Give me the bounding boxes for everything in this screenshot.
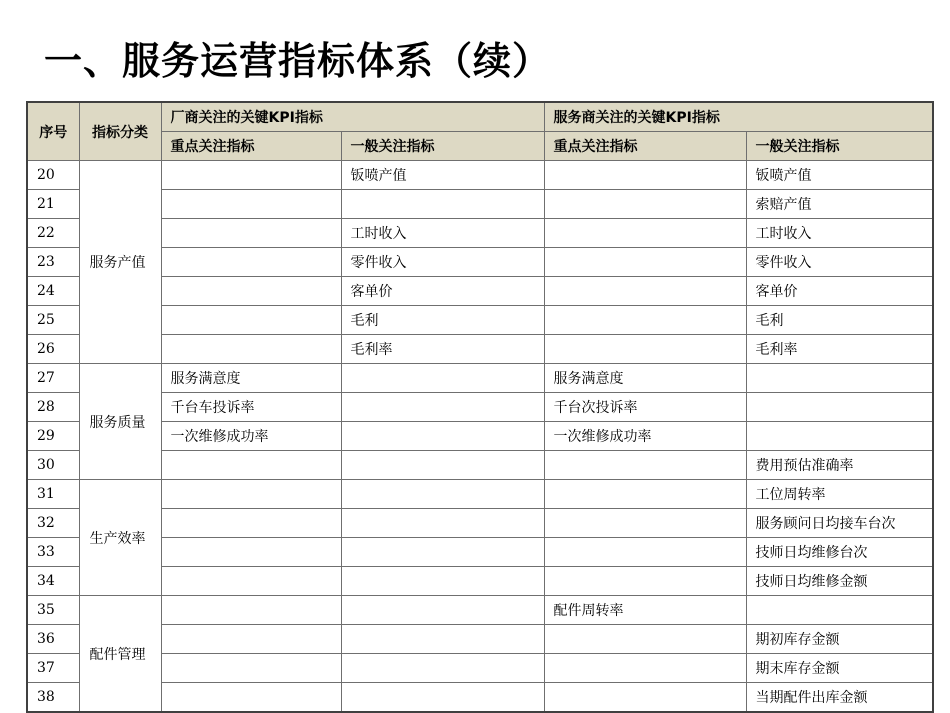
- table-row: [27, 567, 933, 596]
- table-row: [27, 480, 933, 509]
- cell-provider-key: [544, 509, 746, 538]
- cell-maker-key: [161, 451, 341, 480]
- cell-maker-general: 客单价: [341, 277, 544, 306]
- cell-maker-key: 一次维修成功率: [161, 422, 341, 451]
- header-maker-key: 重点关注指标: [161, 132, 341, 161]
- cell-provider-general: 毛利率: [746, 335, 933, 364]
- table-row: [27, 277, 933, 306]
- cell-provider-general: 技师日均维修台次: [746, 538, 933, 567]
- cell-no: 36: [27, 625, 79, 654]
- cell-provider-general: 期初库存金额: [746, 625, 933, 654]
- cell-no: 23: [27, 248, 79, 277]
- table-row: [27, 335, 933, 364]
- table-header: [27, 102, 933, 161]
- cell-no: 37: [27, 654, 79, 683]
- table-row: [27, 596, 933, 625]
- table-row: [27, 161, 933, 190]
- cell-provider-key: 配件周转率: [544, 596, 746, 625]
- cell-maker-key: [161, 596, 341, 625]
- table-row: [27, 683, 933, 713]
- cell-maker-key: [161, 248, 341, 277]
- cell-provider-key: [544, 306, 746, 335]
- cell-provider-general: 索赔产值: [746, 190, 933, 219]
- category-parts: 配件管理: [79, 596, 161, 713]
- cell-provider-key: [544, 219, 746, 248]
- cell-maker-key: 服务满意度: [161, 364, 341, 393]
- category-output: 服务产值: [79, 161, 161, 364]
- cell-provider-general: 零件收入: [746, 248, 933, 277]
- cell-provider-key: [544, 654, 746, 683]
- category-efficiency: 生产效率: [79, 480, 161, 596]
- cell-no: 21: [27, 190, 79, 219]
- cell-maker-general: [341, 654, 544, 683]
- cell-maker-general: [341, 480, 544, 509]
- cell-no: 31: [27, 480, 79, 509]
- header-maker-group: 厂商关注的关键KPI指标: [161, 102, 544, 132]
- cell-provider-key: [544, 161, 746, 190]
- table-body: [27, 161, 933, 713]
- cell-provider-general: 当期配件出库金额: [746, 683, 933, 713]
- table-row: [27, 248, 933, 277]
- cell-provider-general: 钣喷产值: [746, 161, 933, 190]
- cell-provider-key: 服务满意度: [544, 364, 746, 393]
- cell-maker-general: [341, 364, 544, 393]
- cell-provider-key: [544, 480, 746, 509]
- cell-provider-key: [544, 625, 746, 654]
- cell-no: 28: [27, 393, 79, 422]
- table-row: [27, 190, 933, 219]
- cell-no: 24: [27, 277, 79, 306]
- cell-provider-key: [544, 248, 746, 277]
- table-row: [27, 451, 933, 480]
- table-row: [27, 509, 933, 538]
- cell-maker-general: [341, 683, 544, 713]
- cell-maker-key: 千台车投诉率: [161, 393, 341, 422]
- header-provider-general: 一般关注指标: [746, 132, 933, 161]
- category-quality: 服务质量: [79, 364, 161, 480]
- cell-provider-general: 工位周转率: [746, 480, 933, 509]
- cell-no: 22: [27, 219, 79, 248]
- cell-no: 27: [27, 364, 79, 393]
- header-provider-key: 重点关注指标: [544, 132, 746, 161]
- cell-no: 25: [27, 306, 79, 335]
- cell-maker-key: [161, 190, 341, 219]
- cell-provider-general: [746, 393, 933, 422]
- cell-maker-general: [341, 596, 544, 625]
- cell-no: 29: [27, 422, 79, 451]
- cell-maker-general: 钣喷产值: [341, 161, 544, 190]
- cell-provider-key: [544, 335, 746, 364]
- cell-provider-key: 一次维修成功率: [544, 422, 746, 451]
- cell-provider-general: [746, 596, 933, 625]
- header-category: 指标分类: [79, 102, 161, 161]
- cell-maker-general: [341, 567, 544, 596]
- page-title: 一、服务运营指标体系（续）: [44, 39, 552, 83]
- table-row: [27, 625, 933, 654]
- table-row: [27, 393, 933, 422]
- cell-maker-general: 工时收入: [341, 219, 544, 248]
- cell-provider-key: [544, 277, 746, 306]
- cell-no: 30: [27, 451, 79, 480]
- cell-maker-key: [161, 625, 341, 654]
- cell-maker-key: [161, 683, 341, 713]
- cell-maker-key: [161, 335, 341, 364]
- header-provider-group: 服务商关注的关键KPI指标: [544, 102, 933, 132]
- cell-maker-key: [161, 277, 341, 306]
- cell-no: 35: [27, 596, 79, 625]
- cell-provider-key: [544, 451, 746, 480]
- cell-maker-key: [161, 538, 341, 567]
- cell-maker-general: 零件收入: [341, 248, 544, 277]
- cell-provider-general: [746, 422, 933, 451]
- table-row: [27, 364, 933, 393]
- table-row: [27, 538, 933, 567]
- cell-provider-key: [544, 538, 746, 567]
- cell-no: 32: [27, 509, 79, 538]
- table-row: [27, 654, 933, 683]
- cell-maker-general: 毛利: [341, 306, 544, 335]
- cell-maker-general: [341, 509, 544, 538]
- cell-maker-general: [341, 451, 544, 480]
- cell-maker-key: [161, 480, 341, 509]
- cell-no: 33: [27, 538, 79, 567]
- cell-provider-key: [544, 683, 746, 713]
- cell-provider-general: 工时收入: [746, 219, 933, 248]
- cell-maker-general: 毛利率: [341, 335, 544, 364]
- header-seq: 序号: [27, 102, 79, 161]
- cell-maker-general: [341, 393, 544, 422]
- cell-maker-key: [161, 219, 341, 248]
- cell-maker-key: [161, 509, 341, 538]
- cell-no: 20: [27, 161, 79, 190]
- cell-provider-general: 服务顾问日均接车台次: [746, 509, 933, 538]
- cell-no: 34: [27, 567, 79, 596]
- cell-provider-key: [544, 567, 746, 596]
- cell-maker-key: [161, 161, 341, 190]
- cell-maker-key: [161, 567, 341, 596]
- header-maker-general: 一般关注指标: [341, 132, 544, 161]
- cell-maker-general: [341, 538, 544, 567]
- cell-provider-key: [544, 190, 746, 219]
- cell-provider-general: 期末库存金额: [746, 654, 933, 683]
- cell-provider-general: 客单价: [746, 277, 933, 306]
- cell-provider-key: 千台次投诉率: [544, 393, 746, 422]
- cell-maker-general: [341, 422, 544, 451]
- cell-provider-general: [746, 364, 933, 393]
- cell-maker-general: [341, 625, 544, 654]
- table-row: [27, 306, 933, 335]
- kpi-table: [26, 101, 934, 713]
- cell-no: 38: [27, 683, 79, 713]
- cell-provider-general: 费用预估准确率: [746, 451, 933, 480]
- cell-maker-key: [161, 306, 341, 335]
- cell-maker-general: [341, 190, 544, 219]
- cell-maker-key: [161, 654, 341, 683]
- table-row: [27, 422, 933, 451]
- cell-provider-general: 技师日均维修金额: [746, 567, 933, 596]
- cell-provider-general: 毛利: [746, 306, 933, 335]
- table-row: [27, 219, 933, 248]
- cell-no: 26: [27, 335, 79, 364]
